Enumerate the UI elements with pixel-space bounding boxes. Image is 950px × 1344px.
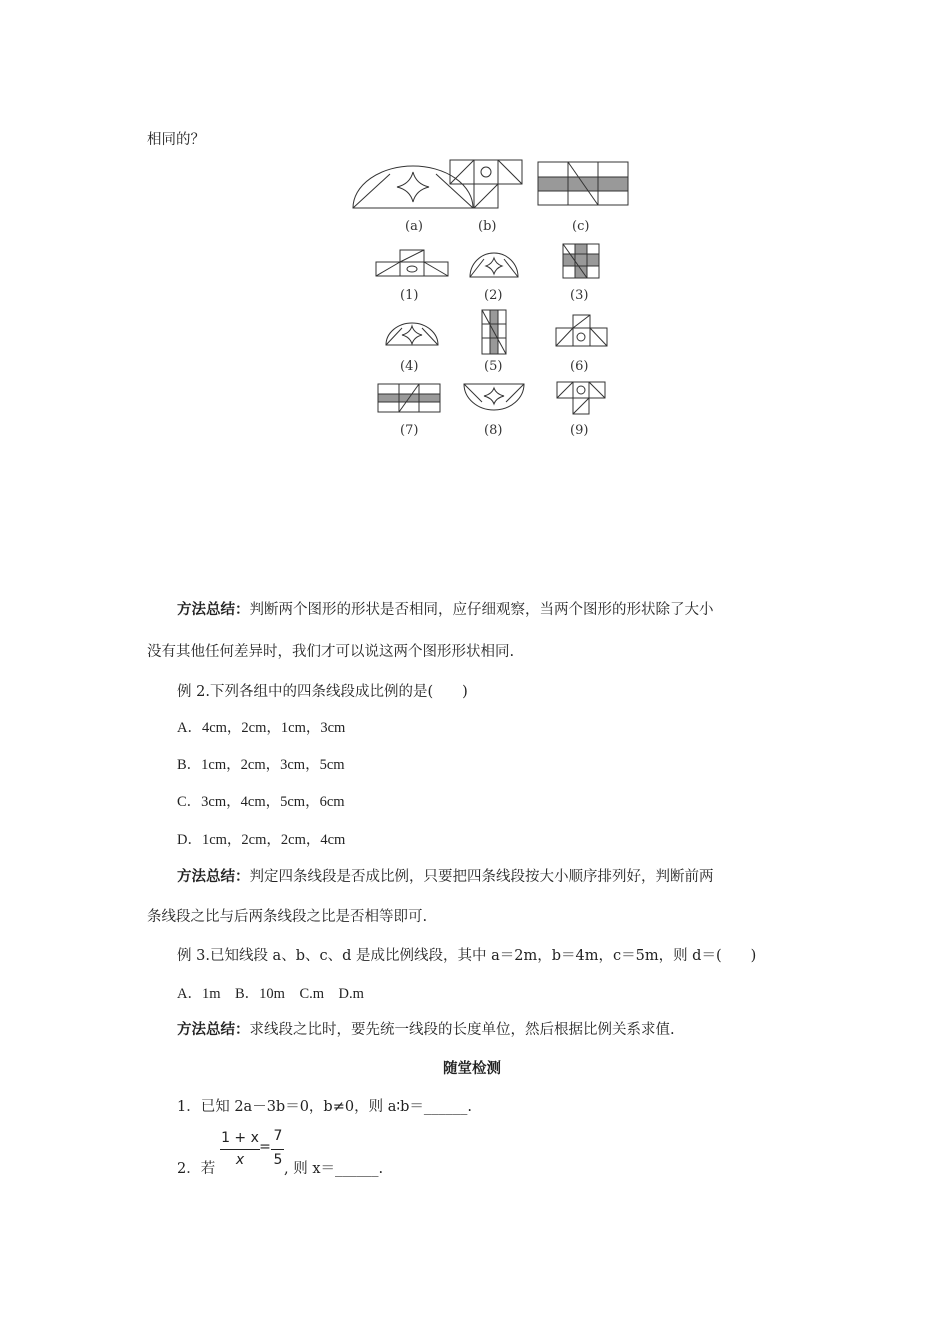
- caption-7: (7): [400, 423, 419, 438]
- caption-c: (c): [572, 219, 590, 234]
- example-3-options: A．1m B．10m C.m D.m: [177, 986, 364, 1002]
- summary-3-label: 方法总结：: [177, 1022, 250, 1038]
- caption-8: (8): [484, 423, 503, 438]
- caption-3: (3): [570, 288, 589, 303]
- fraction-1-denominator: x: [235, 1152, 245, 1168]
- shape-9: [557, 382, 605, 414]
- shape-5: [482, 310, 506, 354]
- summary-1-text1: 判断两个图形的形状是否相同，应仔细观察，当两个图形的形状除了大小: [249, 602, 714, 618]
- summary-2-line2: 条线段之比与后两条线段之比是否相等即可.: [147, 909, 428, 925]
- summary-3-text: 求线段之比时，要先统一线段的长度单位，然后根据比例关系求值.: [249, 1022, 675, 1038]
- shape-b: [450, 160, 522, 208]
- caption-6: (6): [570, 359, 589, 374]
- summary-2-line1: [177, 865, 714, 886]
- summary-1-line1: [177, 598, 714, 619]
- example-2-option-d: D．1cm，2cm，2cm，4cm: [177, 832, 346, 848]
- caption-5: (5): [484, 359, 503, 374]
- example-2-option-c: C．3cm，4cm，5cm，6cm: [177, 794, 345, 810]
- caption-2: (2): [484, 288, 503, 303]
- shape-1: [376, 250, 448, 276]
- fraction-2-denominator: 5: [273, 1152, 283, 1168]
- summary-2-text1: 判定四条线段是否成比例，只要把四条线段按大小顺序排列好，判断前两: [249, 869, 714, 885]
- section-title: 随堂检测: [443, 1061, 501, 1077]
- caption-b: (b): [478, 219, 497, 234]
- summary-3: [177, 1018, 675, 1039]
- shape-4: [386, 323, 438, 345]
- example-2-option-a: A．4cm，2cm，1cm，3cm: [177, 720, 346, 736]
- example-3-stem: 例 3.已知线段 a、b、c、d 是成比例线段，其中 a＝2m，b＝4m，c＝5m，则 d＝( ): [177, 948, 757, 964]
- question-1: 1．已知 2a－3b＝0，b≠0，则 a∶b＝______.: [177, 1099, 473, 1115]
- summary-1-label: 方法总结：: [177, 602, 250, 618]
- caption-9: (9): [570, 423, 589, 438]
- shape-a: [353, 166, 473, 208]
- fraction-2-numerator: 7: [273, 1128, 283, 1144]
- fraction-1-bar: [220, 1149, 260, 1150]
- summary-2-label: 方法总结：: [177, 869, 250, 885]
- fraction-1-numerator: 1 + x: [221, 1130, 259, 1146]
- fraction-2-bar: [271, 1149, 284, 1150]
- summary-1-line2: 没有其他任何差异时，我们才可以说这两个图形形状相同.: [147, 644, 515, 660]
- equals-sign: =: [259, 1139, 271, 1155]
- caption-1: (1): [400, 288, 419, 303]
- question-2-prefix: 2．若: [177, 1161, 216, 1177]
- example-2-option-b: B．1cm，2cm，3cm，5cm: [177, 757, 345, 773]
- question-2-suffix: , 则 x＝______.: [284, 1161, 384, 1177]
- shape-c: [538, 162, 628, 205]
- shape-3: [563, 244, 599, 278]
- intro-tail: 相同的？: [147, 132, 205, 148]
- shape-7: [378, 384, 440, 412]
- shapes-figure: [350, 158, 640, 448]
- example-2-stem: 例 2.下列各组中的四条线段成比例的是( ): [177, 684, 468, 700]
- shape-2: [470, 253, 518, 277]
- caption-4: (4): [400, 359, 419, 374]
- shape-8: [464, 384, 524, 410]
- shape-6: [556, 315, 607, 346]
- caption-a: (a): [405, 219, 423, 234]
